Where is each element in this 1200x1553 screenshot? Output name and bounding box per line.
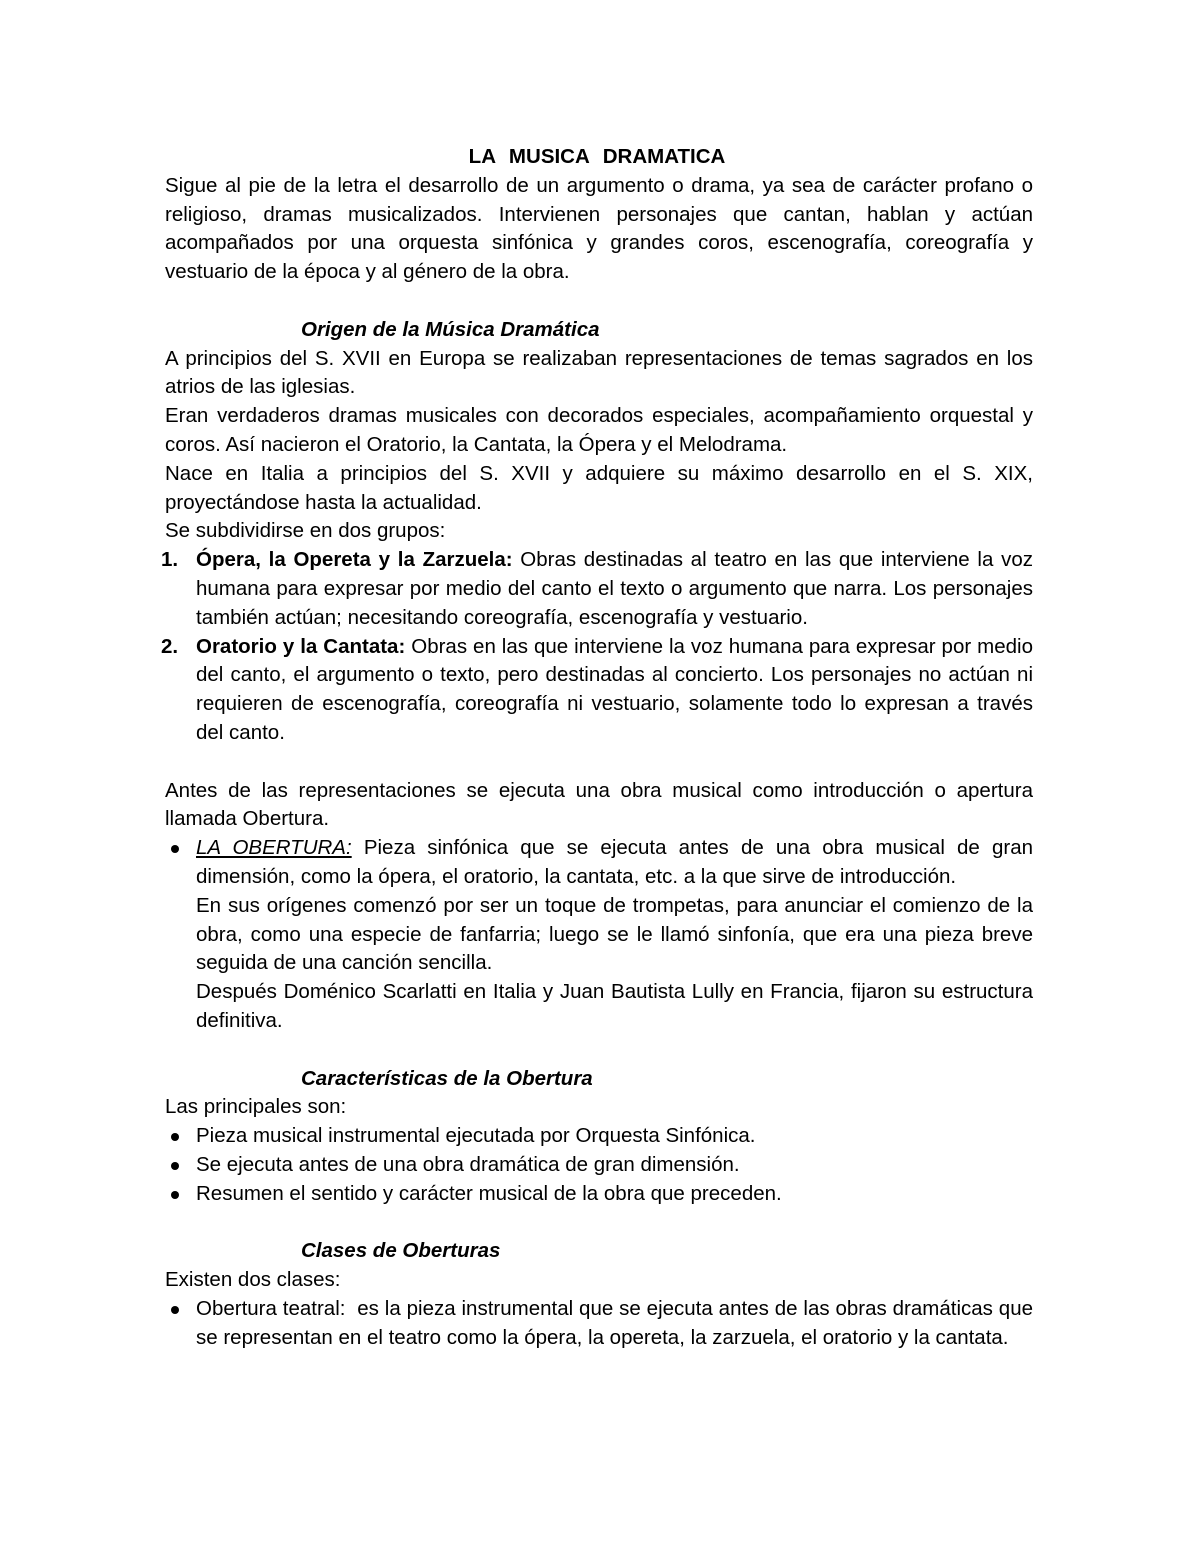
- origin-paragraph-3: Nace en Italia a principios del S. XVII y adquiere su máximo desarrollo en el S. XIX, proyectándose hasta la actualidad.: [165, 461, 1033, 514]
- list-item: [161, 546, 1033, 632]
- group-text: Obras destinadas al teatro en las que interviene la voz humana para expresar por medio del canto el texto o argumento que narra. Los personajes también actúan; necesitando coreografía, escenografía y vestuario.: [196, 548, 1033, 629]
- document-title: LA MUSICA DRAMATICA: [468, 145, 726, 168]
- list-number: 1.: [161, 548, 179, 572]
- obertura-intro: Antes de las representaciones se ejecuta una obra musical como introducción o apertura llamada Obertura.: [165, 778, 1033, 831]
- group-text: Obras en las que interviene la voz humana para expresar por medio del canto, el argumento o texto, pero destinadas al concierto. Los personajes no actúan ni requieren de escenografía, coreografía ni vestuario, solamente todo lo expresan a través del canto.: [196, 634, 1033, 744]
- list-item: [161, 633, 1033, 748]
- list-number: 2.: [161, 634, 179, 658]
- groups-list: [161, 546, 1033, 748]
- obertura-paragraph-2: En sus orígenes comenzó por ser un toque de trompetas, para anunciar el comienzo de la obra, como una especie de fanfarria; luego se le llamó sinfonía, que era una pieza breve seguida de una canción sencilla.: [196, 893, 1033, 975]
- spacer: [165, 287, 1033, 316]
- origin-paragraph-4: Se subdividirse en dos grupos:: [165, 519, 446, 543]
- obertura-paragraph-3: Después Doménico Scarlatti en Italia y Juan Bautista Lully en Francia, fijaron su estructura definitiva.: [196, 980, 1033, 1032]
- characteristics-lead: Las principales son:: [165, 1095, 347, 1119]
- list-item: [165, 1122, 1033, 1151]
- section-heading-origin: Origen de la Música Dramática: [301, 317, 600, 341]
- bullet-icon: [171, 845, 179, 853]
- intro-paragraph: Sigue al pie de la letra el desarrollo de un argumento o drama, ya sea de carácter profano o religioso, dramas musicalizados. Intervienen personajes que cantan, hablan y actúan acompañados por una orquesta sinfónica y grandes coros, escenografía, coreografía y vestuario de la época y al género de la obra.: [165, 173, 1033, 284]
- group-term: Ópera, la Opereta y la Zarzuela:: [196, 548, 513, 572]
- document-page: [161, 143, 1039, 1352]
- section-heading-classes: Clases de Oberturas: [301, 1239, 501, 1263]
- list-item-text: Se ejecuta antes de una obra dramática de gran dimensión.: [196, 1152, 740, 1176]
- origin-paragraph-2: Eran verdaderos dramas musicales con decorados especiales, acompañamiento orquestal y coros. Así nacieron el Oratorio, la Cantata, la Ópera y el Melodrama.: [165, 404, 1033, 456]
- spacer: [165, 1208, 1033, 1237]
- obertura-text: Pieza sinfónica que se ejecuta antes de una obra musical de gran dimensión, como la ópera, el oratorio, la cantata, etc. a la que sirve de introducción.: [196, 836, 1033, 888]
- classes-list: [165, 1295, 1039, 1353]
- characteristics-list: [165, 1122, 1033, 1208]
- group-term: Oratorio y la Cantata:: [196, 634, 406, 658]
- list-item-text: Pieza musical instrumental ejecutada por Orquesta Sinfónica.: [196, 1124, 756, 1148]
- spacer: [165, 1036, 1033, 1065]
- list-item: [165, 834, 1033, 892]
- obertura-list: [165, 834, 1033, 892]
- bullet-icon: [171, 1191, 179, 1199]
- origin-paragraph-1: A principios del S. XVII en Europa se realizaban representaciones de temas sagrados en los atrios de las iglesias.: [165, 346, 1033, 399]
- list-item-text: Resumen el sentido y carácter musical de la obra que preceden.: [196, 1181, 782, 1205]
- list-item: [165, 1180, 1033, 1209]
- classes-lead: Existen dos clases:: [165, 1268, 341, 1292]
- list-item: [165, 1151, 1033, 1180]
- list-item: [165, 1295, 1039, 1353]
- bullet-icon: [171, 1133, 179, 1141]
- spacer: [165, 748, 1033, 777]
- bullet-icon: [171, 1162, 179, 1170]
- obertura-term: LA OBERTURA:: [196, 836, 352, 860]
- section-heading-characteristics: Características de la Obertura: [301, 1066, 593, 1090]
- list-item-text: Obertura teatral: es la pieza instrumental que se ejecuta antes de las obras dramáticas que se representan en el teatro como la ópera, la opereta, la zarzuela, el oratorio y la cantata.: [196, 1296, 1039, 1349]
- bullet-icon: [171, 1306, 179, 1314]
